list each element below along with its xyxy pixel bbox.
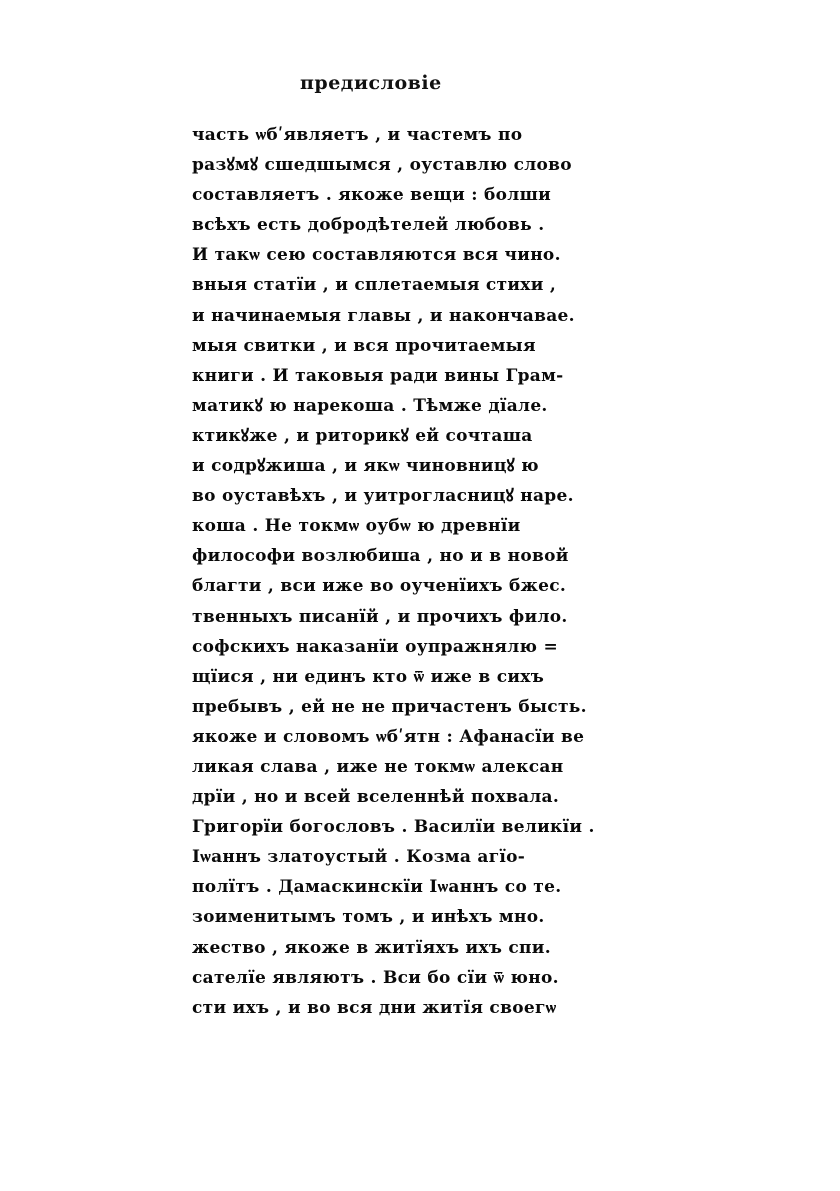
- text-line: дрїи , но и всей вселеннѣй похвала.: [192, 787, 560, 808]
- text-line: и содрꙋжиша , и якѡ чиновницꙋ ю: [192, 456, 539, 477]
- text-line: твенныхъ писанїй , и прочихъ фило.: [192, 606, 568, 627]
- text-line: составляетъ . якоже вещи : болши: [192, 185, 552, 206]
- text-line: полїтъ . Дамаскинскїи Іѡаннъ со те.: [192, 877, 562, 898]
- text-line: сти ихъ , и во вся дни житїя своегѡ: [192, 997, 557, 1018]
- text-line: философи возлюбиша , но и в новой: [192, 546, 569, 567]
- text-line: зоименитымъ томъ , и инѣхъ мно.: [192, 907, 545, 928]
- text-line: матикꙋ ю нарекоша . Тѣмже дїале.: [192, 395, 548, 416]
- text-line: и начинаемыя главы , и накончавае.: [192, 305, 575, 326]
- text-line: сателїе являютъ . Вси бо сїи ѿ юно.: [192, 967, 559, 988]
- text-line: коша . Не токмѡ оубѡ ю древнїи: [192, 516, 521, 537]
- text-line: вныя статїи , и сплетаемыя стихи ,: [192, 275, 557, 296]
- text-line: Іѡаннъ златоустый . Козма агїо-: [192, 847, 526, 868]
- text-line: книги . И таковыя ради вины Грам-: [192, 365, 564, 386]
- text-line: софскихъ наказанїи оупражнялю =: [192, 636, 559, 657]
- text-line: Григорїи богословъ . Василїи великїи .: [192, 817, 595, 838]
- text-line: часть ѡбʹявляетъ , и частемъ по: [192, 125, 523, 145]
- text-line: всѣхъ есть добродѣтелей любовь .: [192, 215, 545, 236]
- text-line: мыя свитки , и вся прочитаемыя: [192, 335, 536, 356]
- text-line: ликая слава , иже не токмѡ алексан: [192, 756, 564, 777]
- text-line: жество , якоже в житїяхъ ихъ спи.: [192, 937, 551, 958]
- text-line: благти , вси иже во оученїихъ бжес.: [192, 576, 567, 597]
- text-line: И такѡ сею составляются вся чино.: [192, 245, 561, 266]
- text-line: во оуставѣхъ , и уитрогласницꙋ наре.: [192, 486, 574, 507]
- text-line: разꙋмꙋ сшедшымся , оуставлю слово: [192, 155, 572, 176]
- text-line: пребывъ , ей не не причастенъ бысть.: [192, 696, 587, 717]
- body-text: [192, 120, 662, 1023]
- text-line: щїися , ни единъ кто ѿ иже в сихъ: [192, 666, 545, 687]
- text-line: якоже и словомъ ѡбʹятн : Афанасїи ве: [192, 726, 585, 747]
- text-line: ктикꙋже , и риторикꙋ ей сочташа: [192, 425, 533, 446]
- page-heading: предисловіе: [300, 72, 442, 94]
